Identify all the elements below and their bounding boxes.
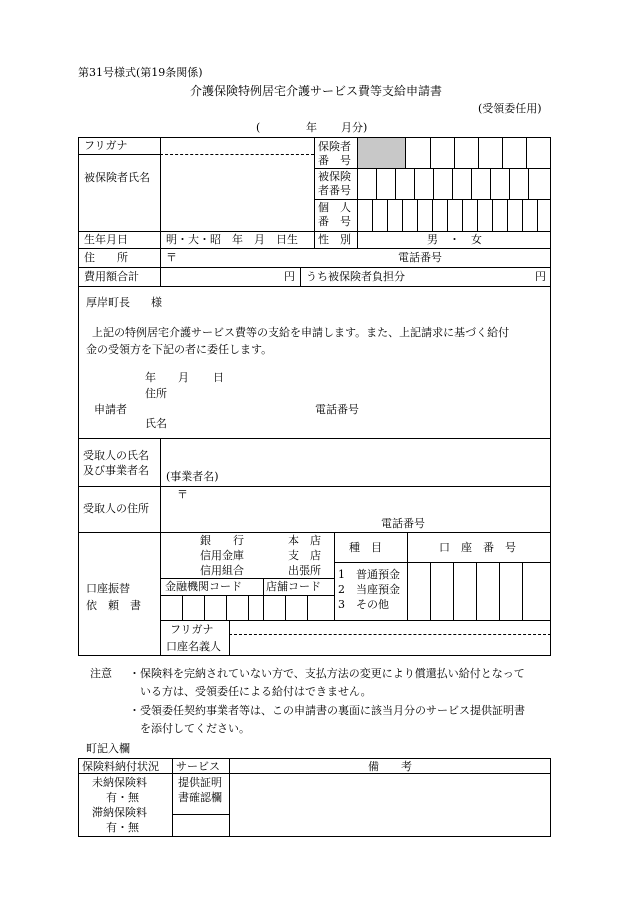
- period-open: (: [256, 121, 261, 134]
- note2-line2: を添付してください。: [140, 722, 250, 735]
- bank-type-bank: 銀 行: [200, 534, 244, 547]
- note1-line1: ・保険料を完納されていない方で、支払方法の変更により償還払い給付となって: [129, 667, 525, 680]
- payment-status-label: 保険料納付状況: [82, 760, 159, 773]
- birthdate-label: 生年月日: [84, 233, 128, 246]
- form-subtitle: (受領委任用): [478, 102, 542, 115]
- town-section-label: 町記入欄: [86, 742, 130, 755]
- branch-code-label: 店舗コード: [266, 580, 321, 593]
- branch-type-office: 出張所: [288, 564, 321, 577]
- remarks-label: 備 考: [368, 760, 412, 773]
- insured-number-label: 被保険 者番号: [318, 170, 351, 197]
- applicant-label: 申請者: [94, 403, 127, 416]
- phone-label: 電話番号: [398, 251, 442, 264]
- account-kind-other: 3 その他: [338, 598, 389, 611]
- applicant-name-label: 氏名: [145, 417, 167, 430]
- application-text-line1: 上記の特例居宅介護サービス費等の支給を申請します。また、上記請求に基づく給付: [92, 326, 510, 339]
- date-year: 年: [145, 371, 156, 384]
- notes-label: 注意: [90, 667, 112, 680]
- insurer-number-label: 保険者 番 号: [318, 140, 351, 167]
- account-kind-label: 種 目: [349, 541, 382, 554]
- account-holder-label: 口座名義人: [166, 640, 221, 653]
- recipient-phone-label: 電話番号: [381, 517, 425, 530]
- note1-line2: いる方は、受領委任による給付はできません。: [140, 685, 372, 698]
- service-cert-label-1: 提供証明: [178, 776, 222, 789]
- service-label: サービス: [176, 760, 220, 773]
- furigana-label: フリガナ: [84, 139, 128, 152]
- unpaid-premium-label: 未納保険料: [92, 776, 147, 789]
- overdue-yes-no: 有・無: [106, 821, 139, 834]
- bank-type-credit-coop: 信用組合: [200, 564, 244, 577]
- insurer-number-shaded: [358, 138, 405, 168]
- service-cert-label-2: 書確認欄: [178, 791, 222, 804]
- self-pay-yen: 円: [535, 270, 546, 283]
- account-kind-current: 2 当座預金: [338, 583, 400, 596]
- cost-total-label: 費用額合計: [84, 270, 139, 283]
- bank-request-label: 依 頼 書: [86, 599, 141, 612]
- bank-transfer-label: 口座振替: [86, 582, 130, 595]
- institution-code-label: 金融機関コード: [165, 580, 242, 593]
- period-year: 年: [306, 121, 317, 134]
- branch-type-branch: 支 店: [288, 549, 321, 562]
- recipient-postal-mark: 〒: [177, 488, 188, 501]
- form-number: 第31号様式(第19条関係): [78, 66, 203, 79]
- date-day: 日: [213, 371, 224, 384]
- postal-mark: 〒: [166, 251, 177, 264]
- holder-furigana-label: フリガナ: [170, 623, 214, 636]
- sex-label: 性 別: [318, 233, 351, 246]
- self-pay-label: うち被保険者負担分: [306, 270, 405, 283]
- cost-yen: 円: [284, 270, 295, 283]
- branch-type-main: 本 店: [288, 534, 321, 547]
- bank-type-credit-union: 信用金庫: [200, 549, 244, 562]
- applicant-phone-label: 電話番号: [315, 403, 359, 416]
- period-month: 月分): [341, 121, 368, 134]
- sex-options: 男 ・ 女: [427, 233, 482, 246]
- application-text-line2: 金の受領方を下記の者に委任します。: [86, 343, 273, 356]
- recipient-name-label: 受取人の氏名 及び事業者名: [83, 449, 149, 477]
- addressee: 厚岸町長: [86, 296, 130, 309]
- personal-number-label: 個 人 番 号: [318, 201, 351, 228]
- birthdate-value: 明・大・昭 年 月 日生: [166, 233, 298, 246]
- overdue-premium-label: 滞納保険料: [92, 806, 147, 819]
- address-label: 住 所: [84, 251, 128, 264]
- note2-line1: ・受領委任契約事業者等は、この申請書の裏面に該当月分のサービス提供証明書: [129, 704, 525, 717]
- account-number-label: 口 座 番 号: [439, 541, 516, 554]
- addressee-honorific: 様: [151, 296, 162, 309]
- unpaid-yes-no: 有・無: [106, 791, 139, 804]
- insured-name-label: 被保険者氏名: [84, 171, 150, 184]
- applicant-address-label: 住所: [145, 387, 167, 400]
- business-name-label: (事業者名): [166, 470, 219, 483]
- recipient-address-label: 受取人の住所: [83, 502, 149, 515]
- account-kind-ordinary: 1 普通預金: [338, 568, 400, 581]
- form-title: 介護保険特例居宅介護サービス費等支給申請書: [190, 84, 443, 98]
- date-month: 月: [178, 371, 189, 384]
